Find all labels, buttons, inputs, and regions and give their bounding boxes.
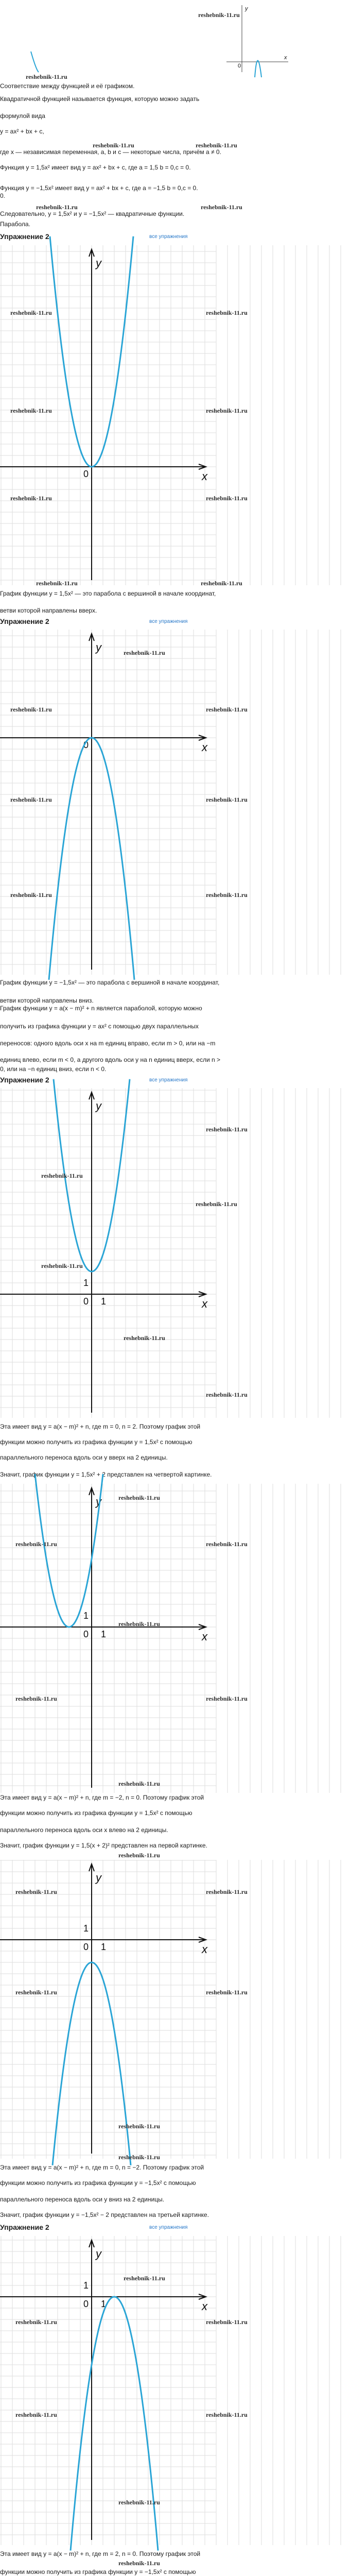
- graph-6-text: Эта имеет вид y = a(x − m)² + n, где m = 2, n = 0. Поэтому график этой: [0, 2550, 201, 2557]
- graph-2-text: 0, или на −n единиц вниз, если n < 0.: [0, 1065, 107, 1073]
- unit-y-label: 1: [83, 2280, 89, 2291]
- watermark: reshebnik-11.ru: [206, 2318, 248, 2326]
- graph-2-text: единиц влево, если m < 0, а другого вдоль оси y на n единиц вверх, если n >: [0, 1056, 220, 1063]
- origin-label: 0: [83, 469, 89, 479]
- watermark: reshebnik-11.ru: [118, 1852, 160, 1859]
- origin-label: 0: [83, 740, 89, 750]
- grid-lines: [0, 245, 341, 585]
- graph-4: [0, 1484, 350, 1793]
- origin-label: 0: [83, 2299, 89, 2309]
- watermark: reshebnik-11.ru: [10, 309, 52, 316]
- x-axis-label: x: [202, 1630, 207, 1643]
- all-exercises-link[interactable]: все упражнения: [149, 2225, 188, 2230]
- section-header: [0, 231, 350, 244]
- watermark: reshebnik-11.ru: [10, 796, 52, 803]
- watermark: reshebnik-11.ru: [206, 1540, 248, 1548]
- watermark: reshebnik-11.ru: [118, 2499, 160, 2506]
- watermark: reshebnik-11.ru: [10, 495, 52, 502]
- graph-2-text: ветви которой направлены вниз.: [0, 997, 94, 1004]
- watermark: reshebnik-11.ru: [124, 2275, 165, 2282]
- graph-4-text: Эта имеет вид y = a(x − m)² + n, где m = −2, n = 0. Поэтому график этой: [0, 1794, 204, 1801]
- graph-2-text: переносов: одного вдоль оси x на m единиц вправо, если m > 0, или на −m: [0, 1040, 216, 1047]
- watermark: reshebnik-11.ru: [15, 2411, 57, 2418]
- preview-parabola-left: [31, 52, 39, 72]
- watermark: reshebnik-11.ru: [41, 1172, 83, 1179]
- all-exercises-link[interactable]: все упражнения: [149, 1077, 188, 1083]
- watermark: reshebnik-11.ru: [26, 73, 67, 80]
- watermark: reshebnik-11.ru: [206, 1126, 248, 1133]
- intro-line: Функция y = 1,5x² имеет вид y = ax² + bx + c, где a = 1,5 b = 0,c = 0.: [0, 164, 191, 171]
- y-axis-label: y: [96, 1871, 101, 1884]
- watermark: reshebnik-11.ru: [10, 407, 52, 414]
- watermark: reshebnik-11.ru: [41, 1262, 83, 1269]
- watermark: reshebnik-11.ru: [196, 142, 237, 149]
- watermark: reshebnik-11.ru: [15, 1888, 57, 1895]
- all-exercises-link[interactable]: все упражнения: [149, 619, 188, 624]
- watermark: reshebnik-11.ru: [206, 1989, 248, 1996]
- intro-line: Парабола.: [0, 221, 30, 228]
- preview-parabola: [255, 61, 261, 78]
- watermark: reshebnik-11.ru: [206, 1695, 248, 1702]
- graph-3: [0, 1088, 350, 1418]
- unit-y-label: 1: [83, 1278, 89, 1288]
- graph-4-text: параллельного переноса вдоль оси x влево на 2 единицы.: [0, 1826, 168, 1834]
- grid-lines: [0, 1484, 341, 1793]
- graph-1-text: График функции y = 1,5x² — это парабола с вершиной в начале координат,: [0, 590, 216, 597]
- section-header: [0, 1074, 350, 1088]
- graph-3-text: параллельного переноса вдоль оси y вверх на 2 единицы.: [0, 1454, 168, 1461]
- watermark: reshebnik-11.ru: [118, 1494, 160, 1501]
- watermark: reshebnik-11.ru: [206, 495, 248, 502]
- watermark: reshebnik-11.ru: [15, 2318, 57, 2326]
- watermark: reshebnik-11.ru: [118, 1780, 160, 1787]
- all-exercises-link[interactable]: все упражнения: [149, 234, 188, 240]
- watermark: reshebnik-11.ru: [201, 204, 242, 211]
- watermark: reshebnik-11.ru: [206, 706, 248, 713]
- grid-lines: [0, 1860, 341, 2159]
- intro-line: Функция y = −1,5x² имеет вид y = ax² + bx + c, где a = −1,5 b = 0,c = 0.: [0, 184, 198, 192]
- watermark: reshebnik-11.ru: [36, 580, 78, 587]
- section-title: Упражнение 2: [0, 1076, 49, 1084]
- preview-y-label: y: [245, 6, 248, 12]
- watermark: reshebnik-11.ru: [206, 309, 248, 316]
- intro-line: Следовательно, y = 1,5x² и y = −1,5x² — квадратичные функции.: [0, 210, 185, 217]
- unit-x-label: 1: [101, 2299, 107, 2309]
- graph-3-text: Эта имеет вид y = a(x − m)² + n, где m = 0, n = 2. Поэтому график этой: [0, 1423, 201, 1430]
- watermark: reshebnik-11.ru: [15, 1989, 57, 1996]
- watermark: reshebnik-11.ru: [10, 891, 52, 899]
- y-axis-label: y: [96, 1099, 101, 1112]
- unit-x-label: 1: [101, 1942, 107, 1952]
- y-axis-label: y: [96, 1495, 101, 1508]
- watermark: reshebnik-11.ru: [206, 407, 248, 414]
- watermark: reshebnik-11.ru: [198, 11, 240, 19]
- y-axis-label: y: [96, 2247, 101, 2260]
- graph-5-text: Эта имеет вид y = a(x − m)² + n, где m = 0, n = −2. Поэтому график этой: [0, 2164, 204, 2171]
- preview-zero-label: 0: [238, 63, 241, 69]
- watermark: reshebnik-11.ru: [206, 1888, 248, 1895]
- graph-2-text: получить из графика функции y = ax² с помощью двух параллельных: [0, 1023, 199, 1030]
- graph-3-text: Значит, график функции y = 1,5x² + 2 представлен на четвертой картинке.: [0, 1471, 212, 1478]
- x-axis-label: x: [202, 2300, 207, 2313]
- graph-4-text: функции можно получить из графика функции y = 1,5x² с помощью: [0, 1809, 192, 1817]
- watermark: reshebnik-11.ru: [36, 204, 78, 211]
- graph-5: [0, 1860, 350, 2159]
- preview-x-label: x: [284, 55, 287, 61]
- watermark: reshebnik-11.ru: [124, 1334, 165, 1342]
- x-axis-label: x: [202, 470, 207, 483]
- watermark: reshebnik-11.ru: [206, 2411, 248, 2418]
- graph-2: [0, 630, 350, 975]
- y-axis-label: y: [96, 257, 101, 269]
- graph-4-text: Значит, график функции y = 1,5(x + 2)² представлен на первой картинке.: [0, 1842, 207, 1849]
- graph-2-text: График функции y = −1,5x² — это парабола с вершиной в начале координат,: [0, 979, 220, 986]
- unit-y-label: 1: [83, 1923, 89, 1934]
- watermark: reshebnik-11.ru: [206, 1391, 248, 1398]
- origin-label: 0: [83, 1942, 89, 1952]
- graph-2-text: График функции y = a(x − m)² + n является параболой, которую можно: [0, 1005, 202, 1012]
- watermark: reshebnik-11.ru: [93, 142, 134, 149]
- watermark: reshebnik-11.ru: [124, 649, 165, 656]
- x-axis-label: x: [202, 741, 207, 754]
- intro-line: Квадратичной функцией называется функция, которую можно задать: [0, 95, 200, 103]
- watermark: reshebnik-11.ru: [201, 580, 242, 587]
- intro-formula: y = ax² + bx + c,: [0, 128, 44, 135]
- x-axis-label: x: [202, 1943, 207, 1956]
- section-header: [0, 2222, 350, 2235]
- graph-5-text: функции можно получить из графика функции y = −1,5x² с помощью: [0, 2179, 196, 2187]
- x-axis-label: x: [202, 1297, 207, 1310]
- preview-graph: [0, 0, 350, 77]
- graph-3-text: функции можно получить из графика функции y = 1,5x² с помощью: [0, 1438, 192, 1446]
- watermark: reshebnik-11.ru: [15, 1540, 57, 1548]
- section-title: Упражнение 2: [0, 617, 49, 625]
- watermark: reshebnik-11.ru: [206, 891, 248, 899]
- watermark: reshebnik-11.ru: [15, 1695, 57, 1702]
- section-title: Упражнение 2: [0, 232, 49, 241]
- section-title: Упражнение 2: [0, 2223, 49, 2231]
- graph-1: [0, 245, 350, 585]
- watermark: reshebnik-11.ru: [118, 2560, 160, 2567]
- graph-6-text: функции можно получить из графика функции y = −1,5x² с помощью: [0, 2568, 196, 2575]
- watermark: reshebnik-11.ru: [118, 1620, 160, 1628]
- watermark: reshebnik-11.ru: [206, 796, 248, 803]
- y-axis-label: y: [96, 641, 101, 654]
- graph-5-text: Значит, график функции y = −1,5x² − 2 представлен на третьей картинке.: [0, 2211, 209, 2218]
- watermark: reshebnik-11.ru: [196, 1200, 237, 1208]
- watermark: reshebnik-11.ru: [10, 706, 52, 713]
- grid-lines: [0, 2236, 341, 2545]
- intro-line: 0.: [0, 192, 6, 199]
- intro-line: Соответствие между функцией и её графиком.: [0, 82, 135, 90]
- watermark: reshebnik-11.ru: [118, 2154, 160, 2161]
- intro-line: формулой вида: [0, 112, 45, 120]
- graph-6: [0, 2236, 350, 2545]
- intro-line: где x — независимая переменная, a, b и c — некоторые числа, причём a ≠ 0.: [0, 148, 221, 156]
- origin-label: 0: [83, 1629, 89, 1639]
- origin-label: 0: [83, 1296, 89, 1307]
- unit-x-label: 1: [101, 1296, 107, 1307]
- section-header: [0, 616, 350, 629]
- graph-1-text: ветви которой направлены вверх.: [0, 607, 97, 614]
- unit-x-label: 1: [101, 1629, 107, 1639]
- watermark: reshebnik-11.ru: [118, 2123, 160, 2130]
- unit-y-label: 1: [83, 1611, 89, 1621]
- grid-lines: [0, 1088, 341, 1418]
- graph-5-text: параллельного переноса вдоль оси y вниз на 2 единицы.: [0, 2196, 165, 2203]
